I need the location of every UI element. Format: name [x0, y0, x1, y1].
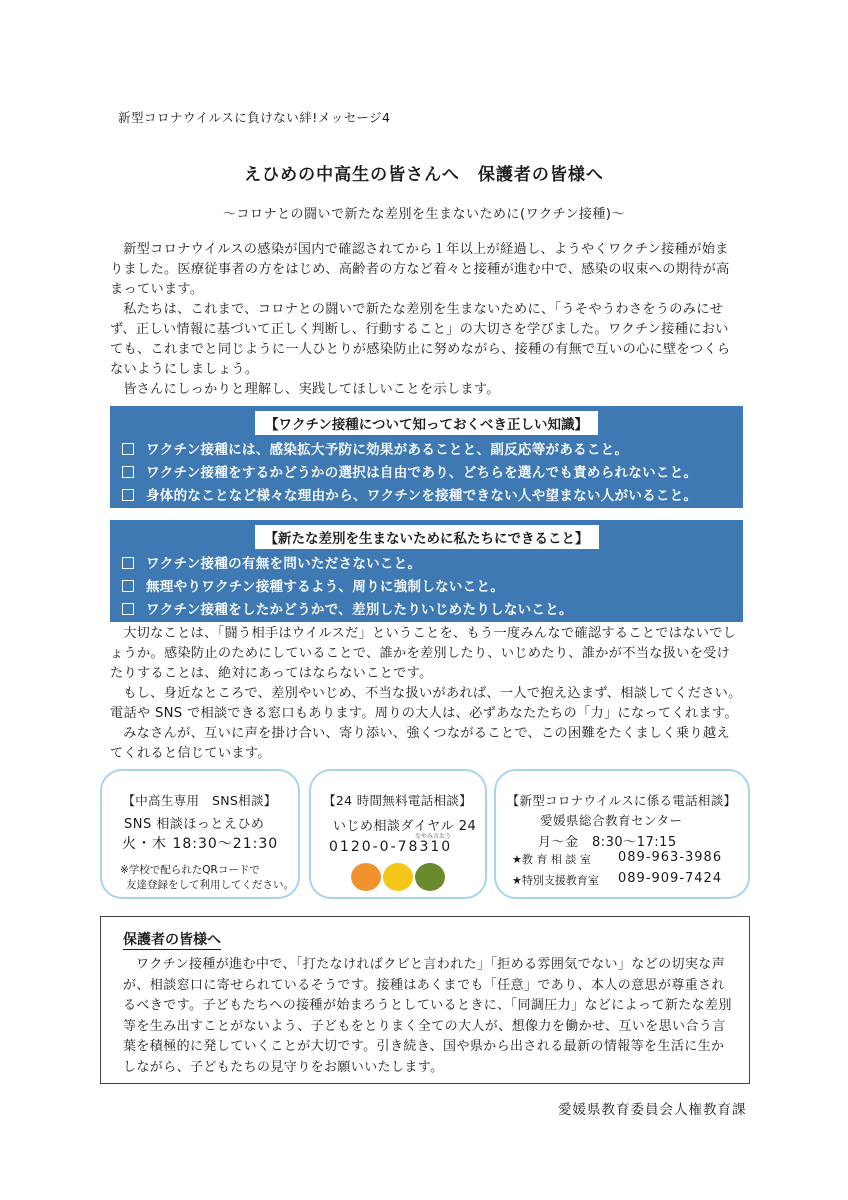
- checklist-text: ワクチン接種の有無を問いたださないこと。: [146, 556, 422, 572]
- intro-paragraph: 皆さんにしっかりと理解し、実践してほしいことを示します。: [123, 382, 500, 397]
- sns-note: 友達登録をして利用してください。: [126, 879, 294, 891]
- checkbox-icon: [122, 557, 134, 569]
- corona-line-number[interactable]: 089-909-7424: [618, 871, 723, 886]
- page-title: えひめの中高生の皆さんへ 保護者の皆様へ: [244, 165, 604, 185]
- phone-name: いじめ相談ダイヤル 24: [333, 819, 477, 834]
- checkbox-icon: [122, 443, 134, 455]
- checklist-text: ワクチン接種をしたかどうかで、差別したりいじめたりしないこと。: [146, 602, 573, 618]
- parents-title: 保護者の皆様へ: [123, 929, 221, 950]
- corona-heading: 【新型コロナウイルスに係る電話相談】: [506, 793, 737, 808]
- page-subtitle: ～コロナとの闘いで新たな差別を生まないために(ワクチン接種)～: [223, 207, 625, 222]
- parents-box: [100, 916, 750, 1084]
- checklist-text: ワクチン接種をするかどうかの選択は自由であり、どちらを選んでも責められないこと。: [146, 465, 698, 481]
- checklist-item: [122, 485, 743, 508]
- mascot-green-icon: [415, 863, 445, 891]
- checklist-item: [122, 553, 743, 576]
- checkbox-icon: [122, 489, 134, 501]
- checklist-text: 身体的なことなど様々な理由から、ワクチンを接種できない人や望まない人がいること。: [146, 488, 698, 504]
- checklist-item: [122, 462, 743, 485]
- phone-heading: 【24 時間無料電話相談】: [323, 793, 472, 808]
- corona-contact-card: [494, 769, 750, 899]
- checkbox-icon: [122, 580, 134, 592]
- checkbox-icon: [122, 466, 134, 478]
- closing-paragraph: 大切なことは、「闘う相手はウイルスだ」ということを、もう一度みんなで確認することではないでしょうか。感染防止のためにしていることで、誰かを差別したり、いじめたり、誰かが不当な扱いを受けたりすることは、絶対にあってはならないことです。: [110, 626, 737, 681]
- corona-hours: 月～金 8:30～17:15: [538, 835, 677, 850]
- checklist-item: [122, 439, 743, 462]
- intro-paragraph: 私たちは、これまで、コロナとの闘いで新たな差別を生まないために、「うそやうわさをうのみにせず、正しい情報に基づいて正しく判断し、行動すること」の大切さを学びました。ワクチン接種においても、これまでと同じように一人ひとりが感染防止に努めながら、接種の有無で互いの心に壁をつくらないようにしましょう。: [110, 302, 731, 377]
- phone-ruby: なやみ言おう: [415, 833, 452, 840]
- sns-note: ※学校で配られたQRコードで: [120, 864, 260, 876]
- phone-contact-card: [309, 769, 487, 899]
- knowledge-heading: 【ワクチン接種について知っておくべき正しい知識】: [255, 411, 598, 435]
- intro-section: [110, 240, 742, 400]
- sns-contact-card: [100, 769, 300, 899]
- checklist-item: [122, 599, 743, 622]
- phone-number[interactable]: 0120-0-78310: [329, 839, 453, 855]
- sns-hours: 火・木 18:30～21:30: [122, 836, 279, 852]
- intro-paragraph: 新型コロナウイルスの感染が国内で確認されてから１年以上が経過し、ようやくワクチン接種が始まりました。医療従事者の方をはじめ、高齢者の方など着々と接種が進む中で、感染の収束への期待が高まっています。: [110, 242, 730, 297]
- actions-box: [110, 520, 743, 622]
- actions-heading: 【新たな差別を生まないために私たちにできること】: [255, 525, 599, 549]
- mascot-yellow-icon: [383, 863, 413, 891]
- checklist-text: 無理やりワクチン接種するよう、周りに強制しないこと。: [146, 579, 505, 595]
- sns-name: SNS 相談ほっとえひめ: [124, 817, 265, 832]
- corona-line-number[interactable]: 089-963-3986: [618, 850, 723, 865]
- corona-org: 愛媛県総合教育センター: [540, 813, 683, 828]
- corona-line-label: ★教 育 相 談 室: [512, 853, 591, 866]
- closing-paragraph: みなさんが、互いに声を掛け合い、寄り添い、強くつながることで、この困難をたくましく乗り越えてくれると信じています。: [110, 726, 730, 761]
- closing-section: [110, 624, 742, 764]
- knowledge-box: [110, 406, 743, 508]
- series-label: 新型コロナウイルスに負けない絆!メッセージ4: [118, 110, 391, 125]
- closing-paragraph: もし、身近なところで、差別やいじめ、不当な扱いがあれば、一人で抱え込まず、相談してください。電話や SNS で相談できる窓口もあります。周りの大人は、必ずあなたたちの「力」になってくれます。: [110, 686, 742, 721]
- footer-org: 愛媛県教育委員会人権教育課: [558, 1102, 747, 1118]
- checkbox-icon: [122, 603, 134, 615]
- checklist-text: ワクチン接種には、感染拡大予防に効果があることと、副反応等があること。: [146, 442, 629, 458]
- mascot-orange-icon: [351, 863, 381, 891]
- parents-text: ワクチン接種が進む中で、「打たなければクビと言われた」「拒める雰囲気でない」などの切実な声が、相談窓口に寄せられているそうです。接種はあくまでも「任意」であり、本人の意思が尊重されるべきです。子どもたちへの接種が始まろうとしているときに、「同調圧力」などによって新たな差別等を生み出すことがないよう、子どもをとりまく全ての大人が、想像力を働かせ、互いを思い合う言葉を積極的に発していくことが大切です。引き続き、国や県から出される最新の情報等を生活に生かしながら、子どもたちの見守りをお願いいたします。: [123, 957, 732, 1075]
- corona-line-label: ★特別支援教育室: [512, 874, 599, 887]
- sns-heading: 【中高生専用 SNS相談】: [122, 793, 277, 808]
- checklist-item: [122, 576, 743, 599]
